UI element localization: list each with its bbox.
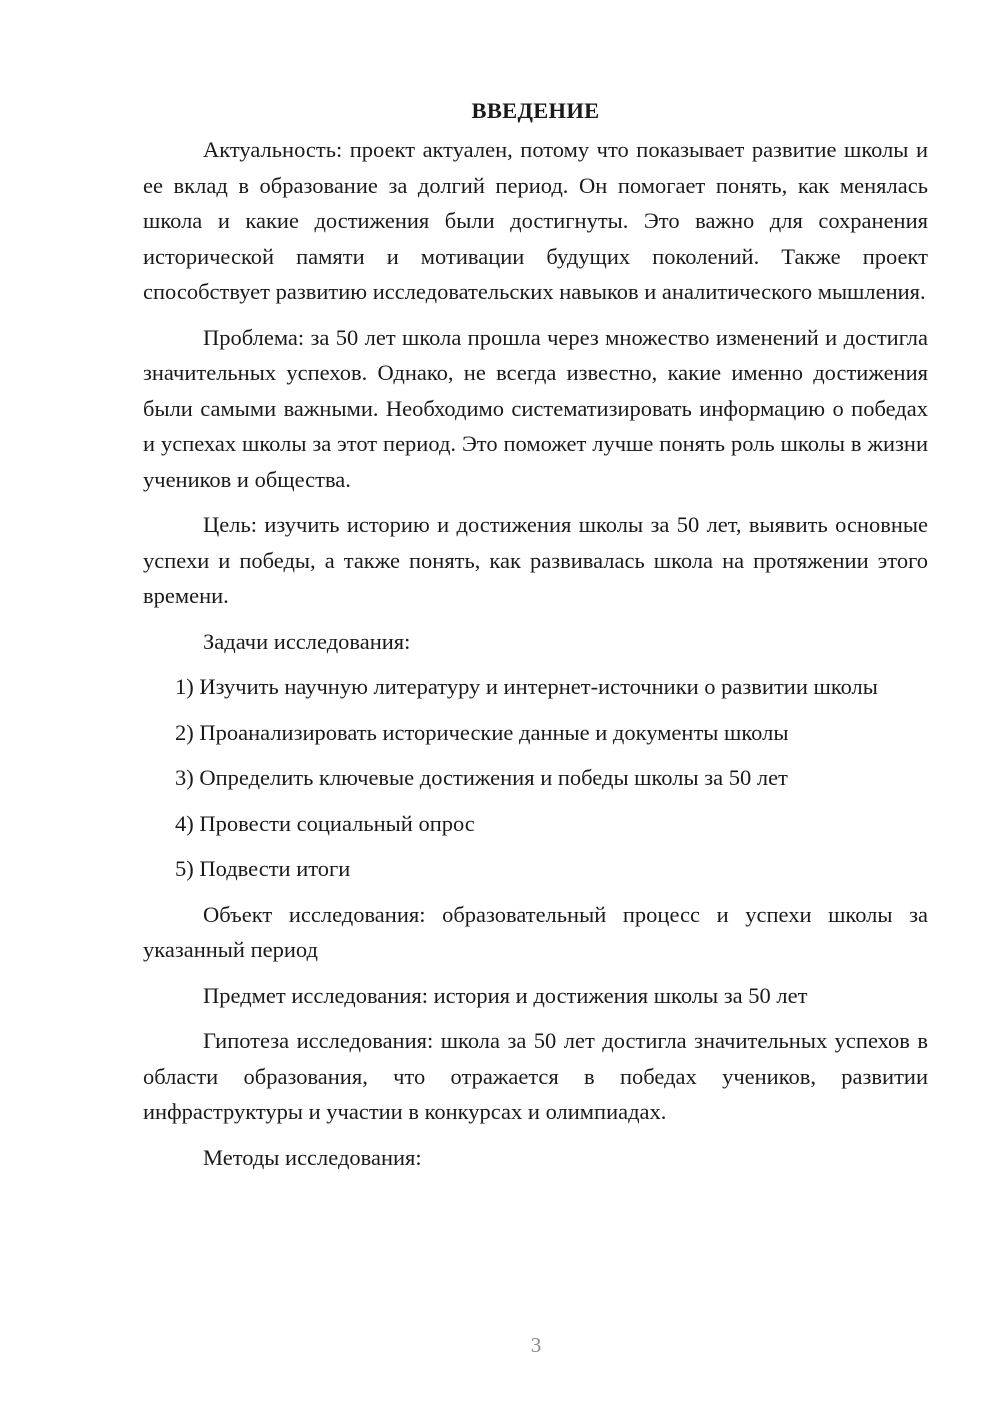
tasks-list bbox=[143, 669, 928, 887]
page-content bbox=[143, 96, 928, 1185]
section-heading: ВВЕДЕНИЕ bbox=[471, 98, 600, 123]
relevance-paragraph: Актуальность: проект актуален, потому что показывает развитие школы и ее вклад в образование за долгий период. Он помогает понять, как менялась школа и какие достижения были достигнуты. Это важно для сохранения исторической памяти и мотивации будущих поколений. Также проект способствует развитию исследовательских навыков и аналитического мышления. bbox=[143, 137, 928, 304]
tasks-heading: Задачи исследования: bbox=[203, 628, 411, 654]
task-item: 3) Определить ключевые достижения и победы школы за 50 лет bbox=[175, 765, 788, 790]
task-item: 1) Изучить научную литературу и интернет-источники о развитии школы bbox=[175, 674, 878, 699]
task-item: 2) Проанализировать исторические данные и документы школы bbox=[175, 719, 789, 745]
problem-paragraph: Проблема: за 50 лет школа прошла через множество изменений и достигла значительных успехов. Однако, не всегда известно, какие именно достижения были самыми важными. Необходимо систематизировать информацию о победах и успехах школы за этот период. Это поможет лучше понять роль школы в жизни учеников и общества. bbox=[143, 324, 928, 492]
hypothesis-paragraph: Гипотеза исследования: школа за 50 лет достигла значительных успехов в области образования, что отражается в победах учеников, развитии инфраструктуры и участии в конкурсах и олимпиадах. bbox=[143, 1028, 928, 1124]
page-number: 3 bbox=[530, 1333, 542, 1357]
task-item: 4) Провести социальный опрос bbox=[175, 810, 475, 836]
subject-paragraph: Предмет исследования: история и достижения школы за 50 лет bbox=[203, 982, 808, 1008]
methods-heading: Методы исследования: bbox=[203, 1144, 422, 1170]
task-item: 5) Подвести итоги bbox=[175, 856, 351, 881]
goal-paragraph: Цель: изучить историю и достижения школы за 50 лет, выявить основные успехи и победы, а также понять, как развивалась школа на протяжении этого времени. bbox=[143, 512, 928, 608]
object-paragraph: Объект исследования: образовательный процесс и успехи школы за указанный период bbox=[143, 901, 928, 962]
